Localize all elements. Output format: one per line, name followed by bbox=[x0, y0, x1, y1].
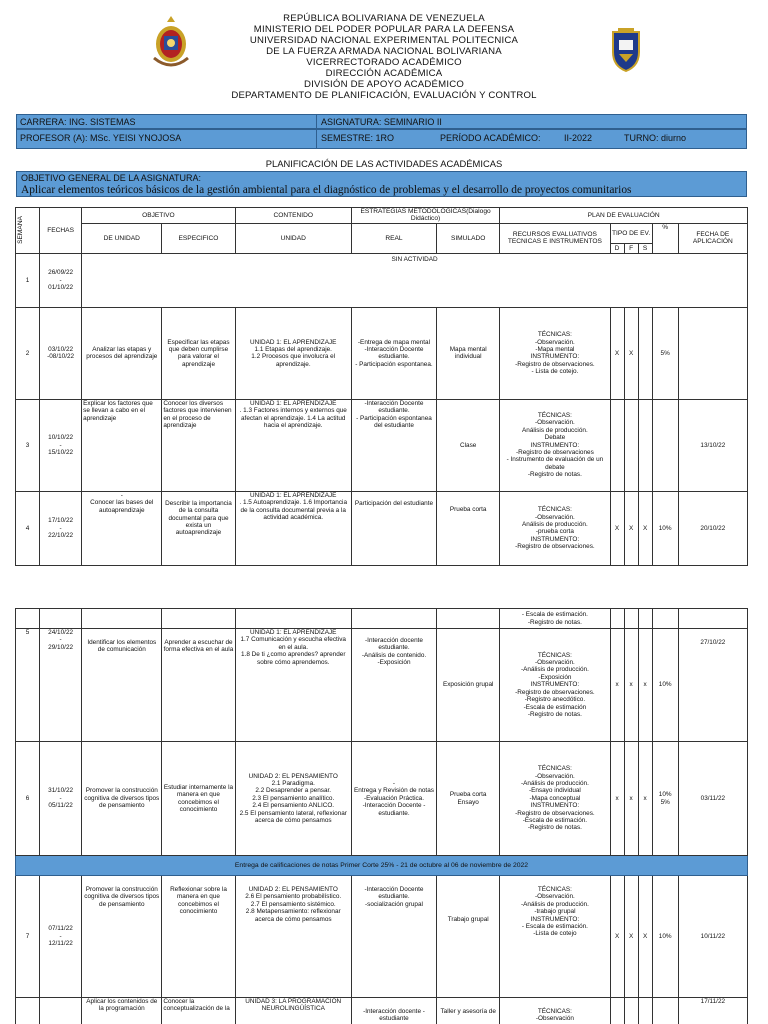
pct-cell: 10% 5% bbox=[652, 742, 678, 856]
estrategia-simulado-cell: Prueba corta bbox=[437, 491, 500, 565]
planning-table-2 bbox=[15, 608, 748, 1024]
corte-banner: Entrega de calificaciones de notas Primer Corte 25% - 21 de octubre al 06 de noviembre de 2022 bbox=[16, 856, 748, 876]
tipo-s-cell bbox=[638, 399, 652, 491]
s-header: S bbox=[638, 243, 652, 253]
fechas-header: FECHAS bbox=[40, 208, 82, 254]
table-row bbox=[16, 307, 748, 399]
d-header: D bbox=[610, 243, 624, 253]
especifico-header: ESPECIFICO bbox=[162, 223, 235, 253]
estrategias-header: ESTRATEGIAS METODOLOGICAS(Dialogo Didáctico) bbox=[351, 208, 499, 224]
contenido-cell: UNIDAD 1: EL APRENDIZAJE . 1.3 Factores internos y externos que afectan el aprendizaje. 1.4 La actitud hacia el aprendizaje. bbox=[235, 399, 351, 491]
periodo-label: PERÍODO ACADÉMICO: bbox=[440, 133, 541, 143]
de-unidad-header: DE UNIDAD bbox=[82, 223, 162, 253]
tipo-f-cell bbox=[624, 399, 638, 491]
semana-cell: 1 bbox=[16, 253, 40, 307]
recursos-cell: TÉCNICAS: -Observación. Análisis de producción. -prueba corta INSTRUMENTO: -Registro de observaciones. bbox=[500, 491, 610, 565]
page-title: PLANIFICACIÓN DE LAS ACTIVIDADES ACADÉMICAS bbox=[265, 158, 503, 169]
objetivo-unidad-cell: Promover la construcción cognitiva de diversos tipos de pensamiento bbox=[82, 742, 162, 856]
objetivo-especifico-cell: Especificar las etapas que deben cumplirse para valorar el aprendizaje bbox=[162, 307, 235, 399]
header-line: MINISTERIO DEL PODER POPULAR PARA LA DEFENSA bbox=[253, 24, 515, 35]
estrategia-real-cell: - Entrega y Revisión de notas -Evaluación Práctica. -Interacción Docente -estudiante. bbox=[351, 742, 436, 856]
fecha-aplicacion-cell: 27/10/22 bbox=[678, 629, 747, 742]
header-line: DEPARTAMENTO DE PLANIFICACIÓN, EVALUACIÓN Y CONTROL bbox=[231, 90, 537, 101]
estrategia-real-cell: -Interacción docente -estudiante bbox=[351, 998, 436, 1024]
objetivo-unidad-cell: Identificar los elementos de comunicación bbox=[82, 629, 162, 742]
estrategia-real-cell: -Interacción docente estudiante. -Análisis de contenido. -Exposición bbox=[351, 629, 436, 742]
objetivo-unidad-cell: Promover la construcción cognitiva de diversos tipos de pensamiento bbox=[82, 876, 162, 998]
unidad-header: UNIDAD bbox=[235, 223, 351, 253]
turno-label: TURNO: diurno bbox=[624, 133, 687, 143]
contenido-cell: UNIDAD 1: EL APRENDIZAJE 1.1 Etapas del aprendizaje. 1.2 Procesos que involucra el aprendizaje. bbox=[235, 307, 351, 399]
pct-cell: 10% bbox=[652, 629, 678, 742]
tipo-d-cell: X bbox=[610, 876, 624, 998]
table-row bbox=[16, 998, 748, 1024]
fechas-cell: 07/11/22 - 12/11/22 bbox=[40, 876, 82, 998]
info-row-carrera bbox=[16, 114, 747, 129]
real-header: REAL bbox=[351, 223, 436, 253]
tipo-s-cell bbox=[638, 307, 652, 399]
tipo-s-cell: x bbox=[638, 629, 652, 742]
objetivo-text: Aplicar elementos teóricos básicos de la gestión ambiental para el diagnóstico de problemas y el desarrollo de proyectos comunitarios bbox=[21, 184, 632, 196]
objetivo-label: OBJETIVO GENERAL DE LA ASIGNATURA: bbox=[21, 173, 202, 183]
objetivo-especifico-cell: Aprender a escuchar de forma efectiva en el aula bbox=[162, 629, 235, 742]
estrategia-simulado-cell: Trabajo grupal bbox=[437, 876, 500, 998]
recursos-header: RECURSOS EVALUATIVOS TECNICAS E INSTRUMENTOS bbox=[500, 223, 610, 253]
pct-cell: 5% bbox=[652, 307, 678, 399]
table-row bbox=[16, 491, 748, 565]
objetivo-especifico-cell: Conocer la conceptualización de la bbox=[162, 998, 235, 1024]
fechas-cell: 17/10/22 - 22/10/22 bbox=[40, 491, 82, 565]
fechas-cell: 31/10/22 - 05/11/22 bbox=[40, 742, 82, 856]
fecha-aplicacion-header: FECHA DE APLICACIÓN bbox=[678, 223, 747, 253]
f-header: F bbox=[624, 243, 638, 253]
recursos-cell: TÉCNICAS: -Observación. -Análisis de producción. -Ensayo individual -Mapa conceptual INSTRUMENTO: -Registro de observaciones. -Escala de estimación. -Registro de notas. bbox=[500, 742, 610, 856]
objetivo-header: OBJETIVO bbox=[82, 208, 235, 224]
tipo-d-cell: x bbox=[610, 742, 624, 856]
sin-actividad-cell: SIN ACTIVIDAD bbox=[82, 253, 748, 307]
contenido-cell: UNIDAD 2: EL PENSAMIENTO 2.6 El pensamiento probabilístico. 2.7 El pensamiento sistémico. 2.8 Metapensamiento: reflexionar acerca de cómo pensamos bbox=[235, 876, 351, 998]
tipo-s-cell: x bbox=[638, 742, 652, 856]
contenido-cell: UNIDAD 1: EL APRENDIZAJE . 1.5 Autoaprendizaje. 1.6 Importancia de la consulta documental previa a la actividad académica. bbox=[235, 491, 351, 565]
asignatura-label: ASIGNATURA: SEMINARIO II bbox=[321, 117, 442, 127]
objetivo-unidad-cell: Analizar las etapas y procesos del aprendizaje bbox=[82, 307, 162, 399]
tipo-d-cell: X bbox=[610, 307, 624, 399]
fecha-aplicacion-cell: 10/11/22 bbox=[678, 876, 747, 998]
tipo-s-cell: X bbox=[638, 876, 652, 998]
header-line: DE LA FUERZA ARMADA NACIONAL BOLIVARIANA bbox=[266, 46, 502, 57]
info-row-profesor bbox=[16, 129, 747, 149]
estrategia-simulado-cell: Mapa mental individual bbox=[437, 307, 500, 399]
tipo-f-cell: x bbox=[624, 629, 638, 742]
estrategia-real-cell: -Interacción Docente estudiante. - Participación espontanea del estudiante bbox=[351, 399, 436, 491]
semestre-label: SEMESTRE: 1RO bbox=[321, 133, 395, 143]
contenido-header: CONTENIDO bbox=[235, 208, 351, 224]
header-line: DIRECCIÓN ACADÉMICA bbox=[325, 68, 443, 79]
semana-cell: 2 bbox=[16, 307, 40, 399]
tipo-f-cell: x bbox=[624, 742, 638, 856]
tipo-d-cell bbox=[610, 399, 624, 491]
header-line: DIVISIÓN DE APOYO ACADÉMICO bbox=[303, 79, 464, 90]
corte-banner-row bbox=[16, 856, 748, 876]
tipo-f-cell: X bbox=[624, 491, 638, 565]
header-line: UNIVERSIDAD NACIONAL EXPERIMENTAL POLITECNICA bbox=[249, 35, 519, 46]
tipo-d-cell: x bbox=[610, 629, 624, 742]
tipo-header: TIPO DE EV. bbox=[610, 223, 652, 243]
pct-header: % bbox=[652, 223, 678, 253]
fecha-aplicacion-cell bbox=[678, 307, 747, 399]
fecha-aplicacion-cell: 17/11/22 bbox=[678, 998, 747, 1024]
estrategia-simulado-cell: Prueba corta Ensayo bbox=[437, 742, 500, 856]
tipo-s-cell: X bbox=[638, 491, 652, 565]
objetivo-especifico-cell: Conocer los diversos factores que intervienen en el proceso de aprendizaje bbox=[162, 399, 235, 491]
table-row bbox=[16, 629, 748, 742]
recursos-cell: TÉCNICAS: -Observación. -Análisis de producción. -Exposición INSTRUMENTO: -Registro de observaciones. -Registro anecdótico. -Escala de estimación -Registro de notas. bbox=[500, 629, 610, 742]
table-row bbox=[16, 609, 748, 629]
planning-table-1 bbox=[15, 207, 748, 566]
contenido-cell: UNIDAD 3: LA PROGRAMACIÓN NEUROLINGÜÍSTICA bbox=[235, 998, 351, 1024]
table-row bbox=[16, 253, 748, 307]
semana-cell: 4 bbox=[16, 491, 40, 565]
recursos-cell: TÉCNICAS: -Observación bbox=[500, 998, 610, 1024]
objetivo-general-box bbox=[16, 171, 747, 197]
simulado-header: SIMULADO bbox=[437, 223, 500, 253]
estrategia-real-cell: Participación del estudiante bbox=[351, 491, 436, 565]
plan-evaluacion-header: PLAN DE EVALUACIÓN bbox=[500, 208, 748, 224]
contenido-cell: UNIDAD 2: EL PENSAMIENTO 2.1 Paradigma. 2.2 Desaprender a pensar. 2.3 El pensamiento analítico. 2.4 El pensamiento ANLICO. 2.5 El pensamiento lateral, reflexionar acerca de cómo pensamos bbox=[235, 742, 351, 856]
estrategia-real-cell: -Entrega de mapa mental -Interacción Docente estudiante. - Participación espontanea. bbox=[351, 307, 436, 399]
objetivo-unidad-cell: - Conocer las bases del autoaprendizaje bbox=[82, 491, 162, 565]
fechas-cell: 10/10/22 - 15/10/22 bbox=[40, 399, 82, 491]
estrategia-real-cell: -Interacción Docente estudiante. -socialización grupal bbox=[351, 876, 436, 998]
tipo-d-cell: X bbox=[610, 491, 624, 565]
recursos-cell: TÉCNICAS: -Observación. Análisis de producción. Debate INSTRUMENTO: -Registro de observaciones - Instrumento de evaluación de un debate -Registro de notas. bbox=[500, 399, 610, 491]
pct-cell: 10% bbox=[652, 876, 678, 998]
carrera-label: CARRERA: ING. SISTEMAS bbox=[17, 115, 317, 128]
estrategia-simulado-cell: Exposición grupal bbox=[437, 629, 500, 742]
objetivo-unidad-cell: Aplicar los contenidos de la programación bbox=[82, 998, 162, 1024]
semana-cell: 6 bbox=[16, 742, 40, 856]
pct-cell bbox=[652, 399, 678, 491]
recursos-cell: TÉCNICAS: -Observación. -Análisis de producción. -trabajo grupal INSTRUMENTO: - Escala de estimación. -Lista de cotejo bbox=[500, 876, 610, 998]
objetivo-unidad-cell: Explicar los factores que se llevan a cabo en el aprendizaje bbox=[82, 399, 162, 491]
recursos-cell: - Escala de estimación. -Registro de notas. bbox=[500, 609, 610, 629]
fechas-cell: 03/10/22 -08/10/22 bbox=[40, 307, 82, 399]
header-line: VICERRECTORADO ACADÉMICO bbox=[306, 57, 462, 68]
periodo-value: II-2022 bbox=[564, 133, 593, 143]
institution-header bbox=[0, 13, 768, 101]
fecha-aplicacion-cell: 20/10/22 bbox=[678, 491, 747, 565]
semana-cell: 5 bbox=[16, 629, 40, 742]
semana-header: SEMANA bbox=[16, 208, 40, 254]
objetivo-especifico-cell: Reflexionar sobre la manera en que concebimos el conocimiento bbox=[162, 876, 235, 998]
table-row bbox=[16, 742, 748, 856]
profesor-label: PROFESOR (A): MSc. YEISI YNOJOSA bbox=[17, 130, 317, 148]
semana-cell: 7 bbox=[16, 876, 40, 998]
estrategia-simulado-cell: Taller y asesoría de bbox=[437, 998, 500, 1024]
recursos-cell: TÉCNICAS: -Observación. -Mapa mental INSTRUMENTO: -Registro de observaciones. - Lista de cotejo. bbox=[500, 307, 610, 399]
fecha-aplicacion-cell: 13/10/22 bbox=[678, 399, 747, 491]
fecha-aplicacion-cell: 03/11/22 bbox=[678, 742, 747, 856]
tipo-f-cell: X bbox=[624, 307, 638, 399]
table-row bbox=[16, 876, 748, 998]
fechas-cell: 24/10/22 - 29/10/22 bbox=[40, 629, 82, 742]
semana-cell: 3 bbox=[16, 399, 40, 491]
objetivo-especifico-cell: Estudiar internamente la manera en que concebimos el conocimiento bbox=[162, 742, 235, 856]
table-row bbox=[16, 399, 748, 491]
header-line: REPÚBLICA BOLIVARIANA DE VENEZUELA bbox=[283, 13, 485, 24]
estrategia-simulado-cell: Clase bbox=[437, 399, 500, 491]
objetivo-especifico-cell: Describir la importancia de la consulta documental para que exista un autoaprendizaje bbox=[162, 491, 235, 565]
contenido-cell: UNIDAD 1: EL APRENDIZAJE 1.7 Comunicación y escucha efectiva en el aula. 1.8 De ti ¿como aprendes? aprender sobre cómo aprendemos. bbox=[235, 629, 351, 742]
fechas-cell: 26/09/22 - 01/10/22 bbox=[40, 253, 82, 307]
pct-cell: 10% bbox=[652, 491, 678, 565]
tipo-f-cell: X bbox=[624, 876, 638, 998]
